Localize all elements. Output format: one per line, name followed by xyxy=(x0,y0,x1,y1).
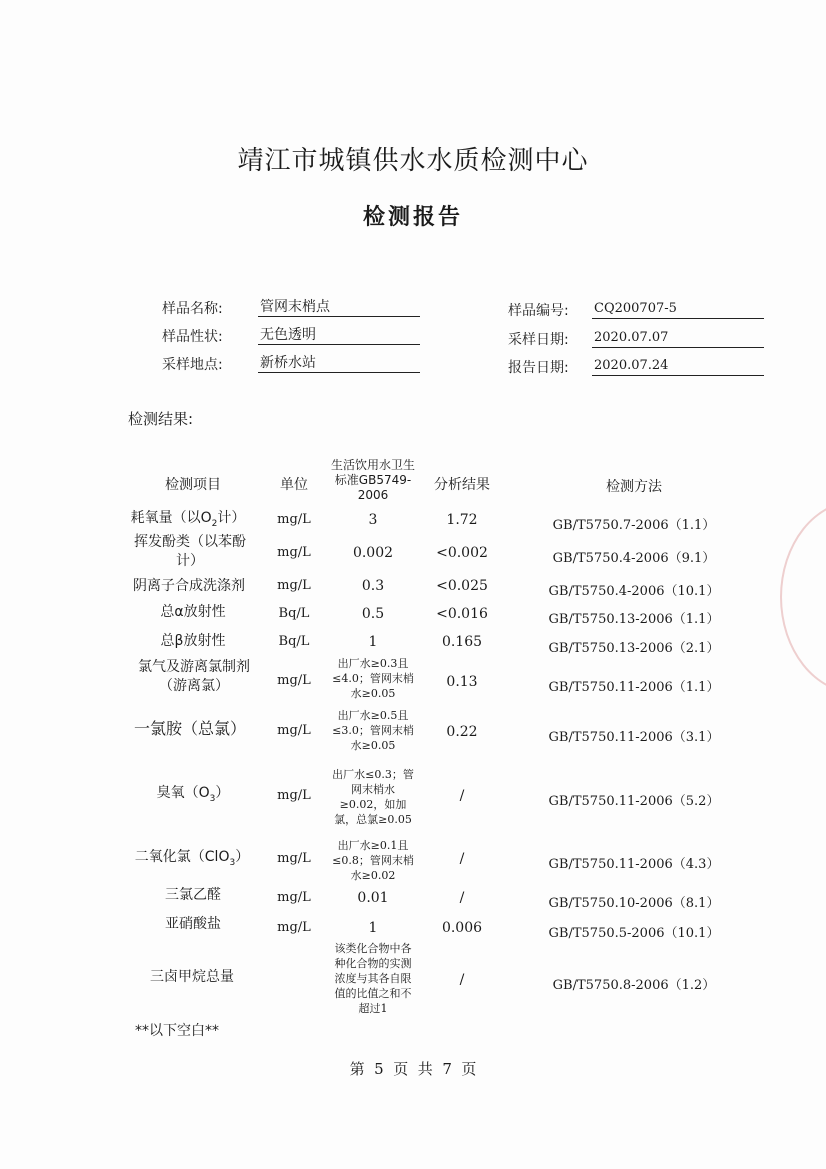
row-standard: 0.3 xyxy=(361,578,385,594)
row-result: 0.165 xyxy=(441,634,483,650)
page-footer xyxy=(0,1058,826,1079)
row-result: <0.016 xyxy=(436,606,488,622)
row-standard: 出厂水≤0.3；管网末梢水≥0.02，如加氯，总氯≥0.05 xyxy=(332,768,414,826)
row-result: / xyxy=(459,890,465,906)
row-unit: mg/L xyxy=(277,545,311,560)
row-standard: 该类化合物中各种化合物的实测浓度与其各自限值的比值之和不超过1 xyxy=(334,942,412,1015)
sampling-site-value: 新桥水站 xyxy=(258,354,420,373)
row-item: 亚硝酸盐 xyxy=(165,916,221,932)
row-standard: 0.01 xyxy=(357,890,389,906)
row-item: 总α放射性 xyxy=(160,604,226,620)
row-standard: 0.002 xyxy=(352,545,394,561)
row-unit: mg/L xyxy=(277,512,311,527)
results-title: 检测结果: xyxy=(128,410,194,428)
blank-note: **以下空白** xyxy=(135,1023,219,1039)
row-method: GB/T5750.10-2006（8.1） xyxy=(548,896,720,911)
row-item: 臭氧$(O_3)$ xyxy=(156,785,230,804)
sample-state-value: 无色透明 xyxy=(258,326,420,345)
sample-name-value: 管网末梢点 xyxy=(258,298,420,317)
row-item: 一氯胺（总氯） xyxy=(133,719,246,738)
row-unit: Bq/L xyxy=(278,606,310,621)
org-title: 靖江市城镇供水水质检测中心 xyxy=(237,146,589,176)
row-item: 三氯乙醛 xyxy=(165,887,221,903)
footer-page-number: 5 xyxy=(374,1060,384,1078)
footer-page-mid: 页 共 xyxy=(393,1060,433,1078)
row-method: GB/T5750.11-2006（3.1） xyxy=(548,730,720,745)
sample-name-label: 样品名称: xyxy=(162,301,223,317)
row-result: 0.22 xyxy=(446,724,478,740)
report-date-label: 报告日期: xyxy=(508,360,569,376)
report-date-value: 2020.07.24 xyxy=(592,357,764,376)
row-item: 三卤甲烷总量 xyxy=(150,969,234,985)
header-item: 检测项目 xyxy=(165,477,221,493)
row-item: 挥发酚类（以苯酚计） xyxy=(134,534,246,569)
row-item: 二氧化氯（ClO$_3$） xyxy=(134,849,250,868)
row-result: 1.72 xyxy=(446,512,478,528)
row-item: 氯气及游离氯制剂（游离氯） xyxy=(138,659,250,694)
row-result: <0.002 xyxy=(436,545,488,561)
header-standard: 生活饮用水卫生标准GB5749-2006 xyxy=(330,458,415,502)
row-unit: mg/L xyxy=(277,578,311,593)
row-method: GB/T5750.4-2006（10.1） xyxy=(548,584,720,599)
row-unit: mg/L xyxy=(277,788,311,803)
row-standard: 1 xyxy=(368,634,378,650)
row-method: GB/T5750.11-2006（4.3） xyxy=(548,857,720,872)
row-standard: 出厂水≥0.3且≤4.0；管网末梢水≥0.05 xyxy=(332,657,414,700)
sample-no-label: 样品编号: xyxy=(508,303,569,319)
row-method: GB/T5750.7-2006（1.1） xyxy=(552,518,716,533)
row-method: GB/T5750.11-2006（5.2） xyxy=(548,794,720,809)
seal-stamp xyxy=(780,500,826,694)
row-standard: 1 xyxy=(368,920,378,936)
row-unit: Bq/L xyxy=(278,634,310,649)
row-result: 0.006 xyxy=(441,920,483,936)
row-method: GB/T5750.11-2006（1.1） xyxy=(548,680,720,695)
row-result: / xyxy=(459,972,465,988)
row-method: GB/T5750.13-2006（2.1） xyxy=(548,641,720,656)
row-standard: 出厂水≥0.5且≤3.0；管网末梢水≥0.05 xyxy=(332,709,414,752)
header-unit: 单位 xyxy=(280,477,308,493)
sample-no-value: CQ200707-5 xyxy=(592,300,764,319)
row-unit: mg/L xyxy=(277,723,311,738)
row-result: / xyxy=(459,851,465,867)
row-method: GB/T5750.8-2006（1.2） xyxy=(552,978,716,993)
row-method: GB/T5750.5-2006（10.1） xyxy=(548,926,720,941)
row-method: GB/T5750.4-2006（9.1） xyxy=(552,551,716,566)
header-result: 分析结果 xyxy=(434,477,490,493)
footer-page-end: 页 xyxy=(461,1060,477,1078)
row-result: 0.13 xyxy=(446,674,478,690)
sampling-site-label: 采样地点: xyxy=(162,357,223,373)
sampling-date-label: 采样日期: xyxy=(508,332,569,348)
sample-state-label: 样品性状: xyxy=(162,329,223,345)
doc-title: 检测报告 xyxy=(362,205,463,230)
row-item: 阴离子合成洗涤剂 xyxy=(133,578,245,594)
row-method: GB/T5750.13-2006（1.1） xyxy=(548,612,720,627)
sampling-date-value: 2020.07.07 xyxy=(592,329,764,348)
row-unit: mg/L xyxy=(277,890,311,905)
row-result: / xyxy=(459,788,465,804)
row-standard: 0.5 xyxy=(361,606,385,622)
row-standard: 3 xyxy=(368,512,378,528)
row-item: 总β放射性 xyxy=(160,633,226,649)
row-unit: mg/L xyxy=(277,920,311,935)
row-item: 耗氧量（以$O_2$计） xyxy=(130,510,246,529)
header-method: 检测方法 xyxy=(606,479,662,495)
row-unit: mg/L xyxy=(277,673,311,688)
footer-page-label: 第 xyxy=(349,1060,365,1078)
row-result: <0.025 xyxy=(436,578,488,594)
footer-page-total: 7 xyxy=(442,1060,452,1078)
row-standard: 出厂水≥0.1且≤0.8；管网末梢水≥0.02 xyxy=(332,839,414,882)
row-unit: mg/L xyxy=(277,851,311,866)
